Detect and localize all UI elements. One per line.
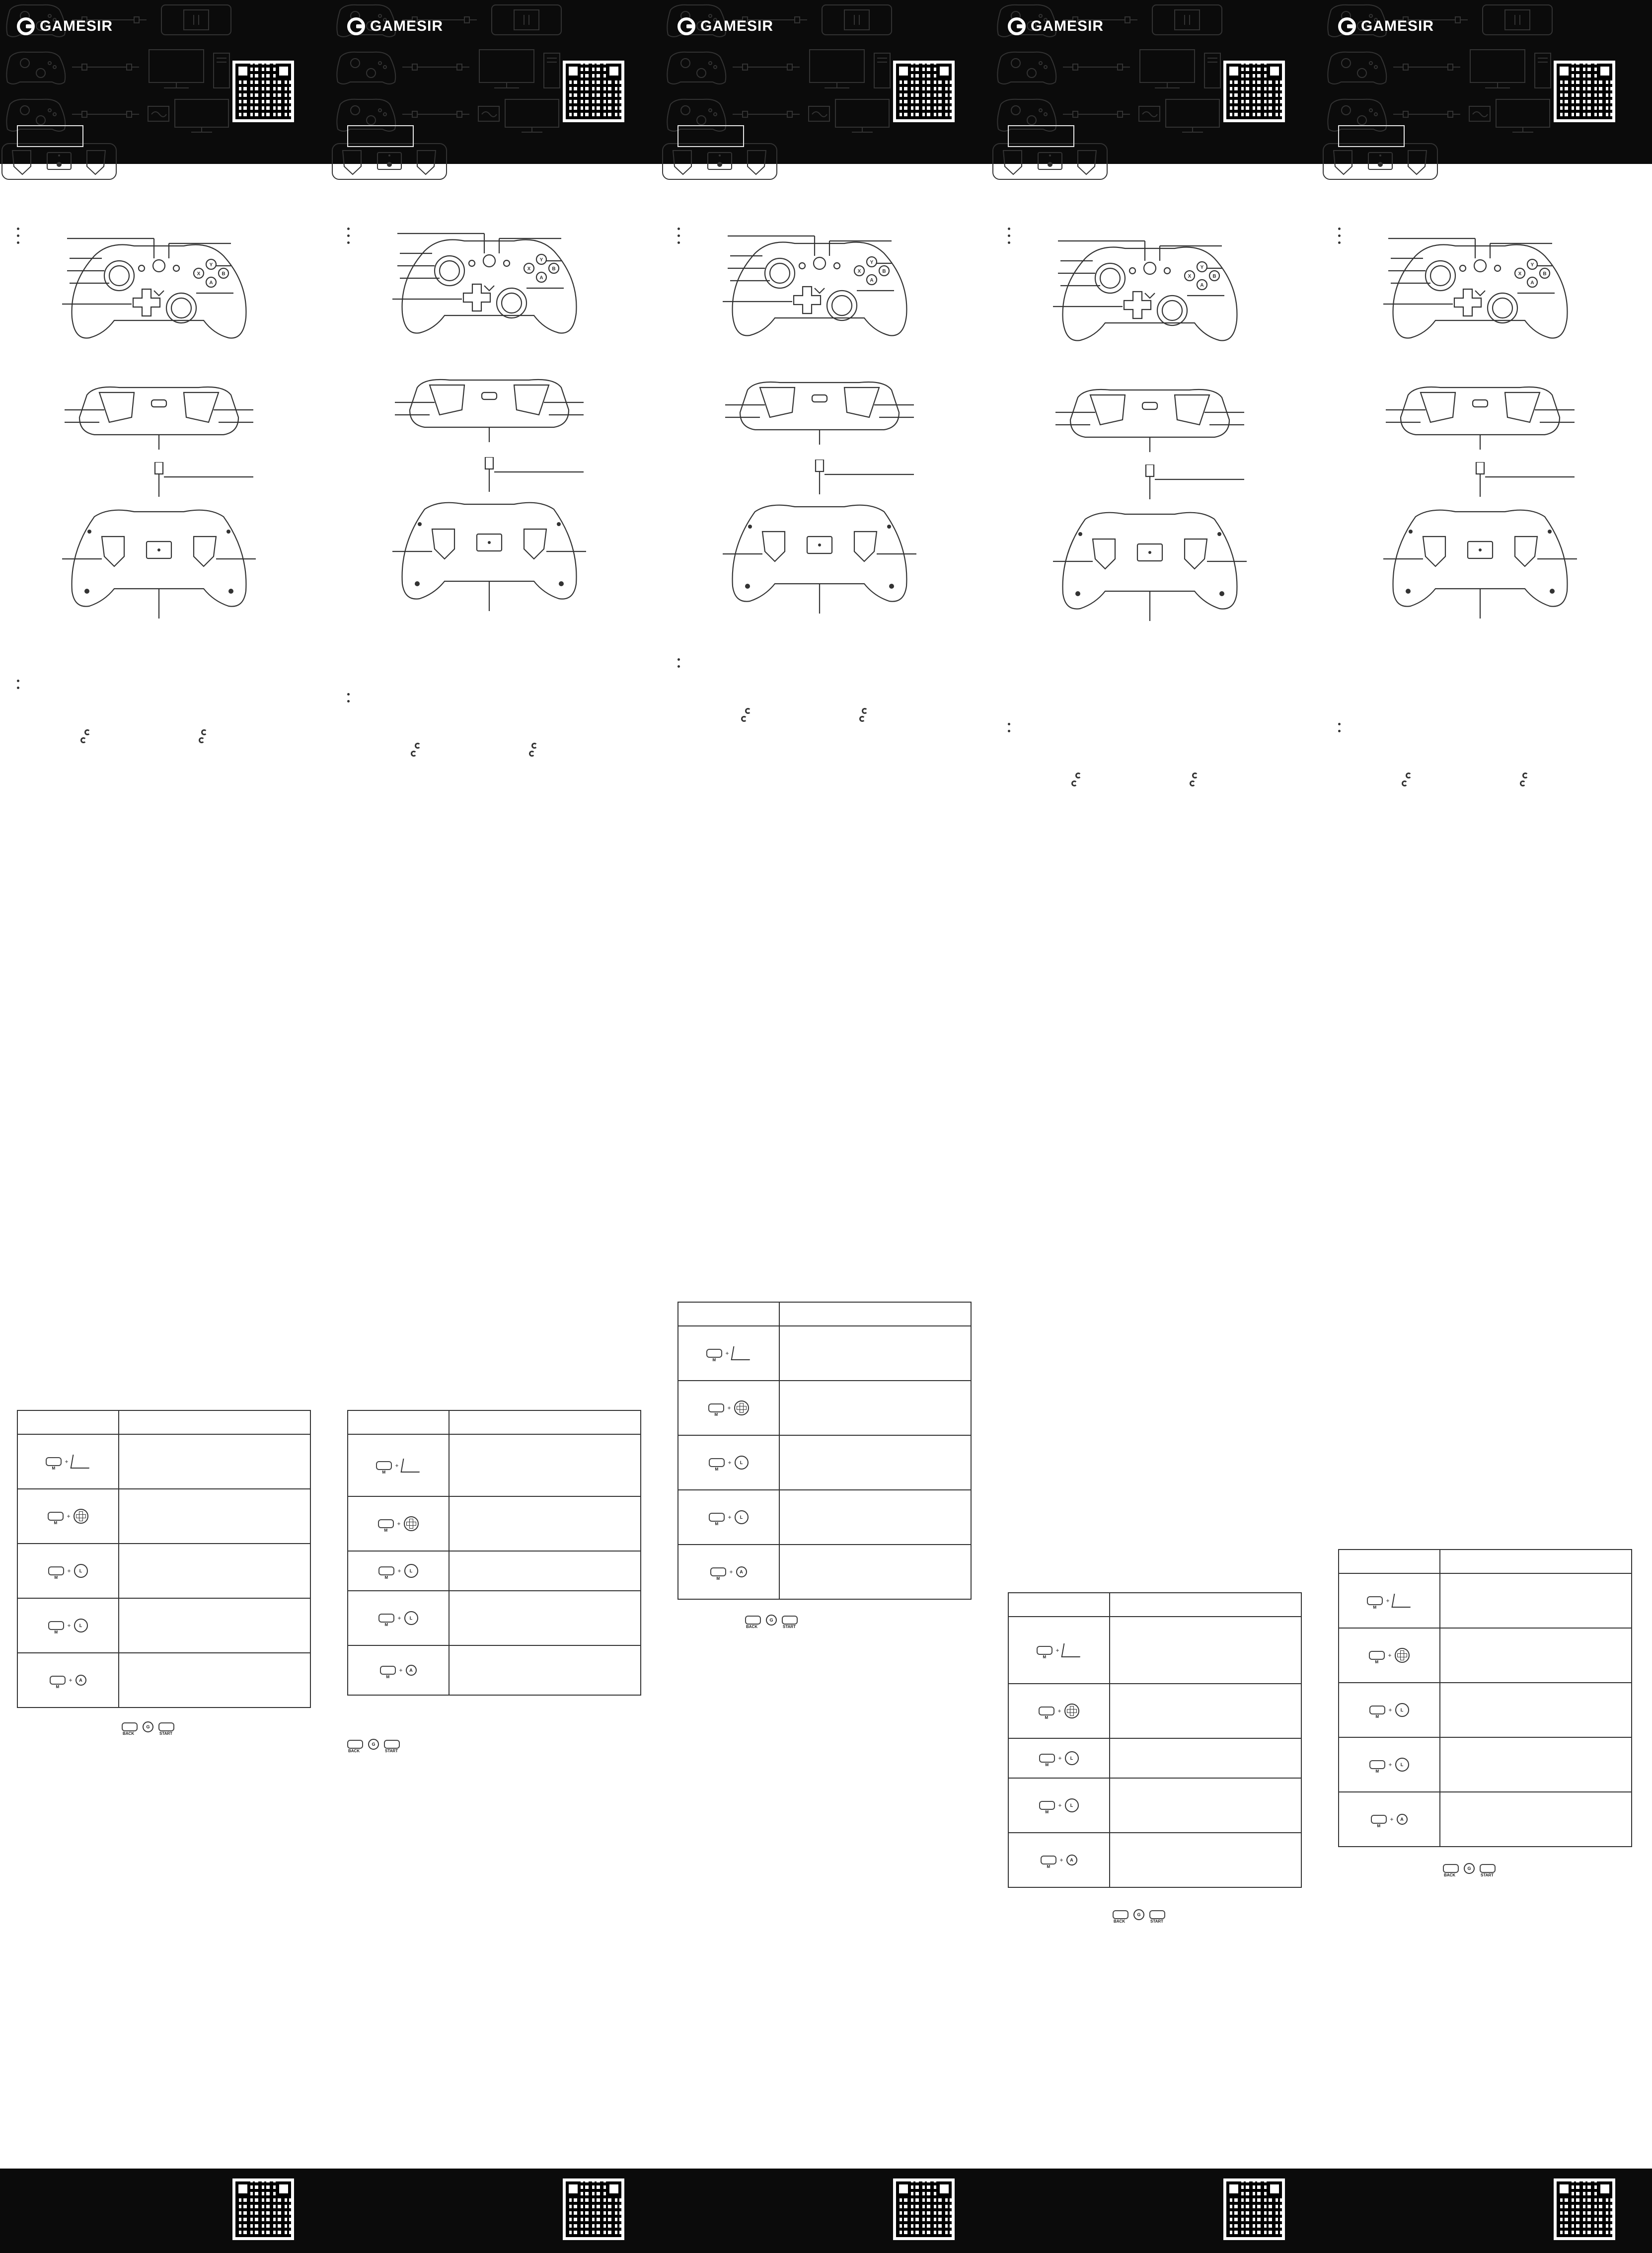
left-stick-icon: L xyxy=(1395,1703,1409,1717)
back-paddle-tray xyxy=(661,142,780,181)
plus-sign: + xyxy=(399,1667,403,1674)
home-button-icon: G xyxy=(143,1721,153,1732)
brand-logo xyxy=(1008,15,1104,38)
table-cell-combo xyxy=(17,1598,119,1653)
language-tag[interactable] xyxy=(347,125,414,147)
qr-code-icon[interactable] xyxy=(232,2178,294,2240)
usb-cable-icon xyxy=(20,462,298,502)
usb-cable-icon xyxy=(1341,462,1619,502)
b-label: B xyxy=(222,271,225,277)
m-button-icon: M xyxy=(46,1457,62,1466)
left-stick-icon: L xyxy=(735,1456,749,1470)
back-paddle-icon xyxy=(1061,1643,1082,1657)
home-button-icon xyxy=(1402,780,1408,786)
controller-back-icon xyxy=(680,497,959,626)
dpad-icon xyxy=(1064,1704,1079,1718)
table-header-combo xyxy=(678,1302,779,1326)
a-button-icon: A xyxy=(736,1566,747,1577)
home-button-icon xyxy=(411,751,417,757)
m-button-icon: M xyxy=(1371,1815,1387,1824)
m-button-icon: M xyxy=(710,1567,726,1576)
controller-front-icon xyxy=(1341,219,1619,368)
dpad-icon xyxy=(1395,1648,1410,1663)
table-cell-function xyxy=(119,1544,310,1598)
plus-sign: + xyxy=(1058,1755,1062,1762)
plus-sign: + xyxy=(65,1458,69,1465)
start-button-icon: START xyxy=(384,1740,400,1749)
home-button-icon: G xyxy=(1133,1909,1144,1920)
table-cell-combo xyxy=(1008,1738,1110,1778)
controller-top-icon xyxy=(350,368,628,442)
back-paddle-icon xyxy=(1391,1594,1413,1608)
home-button-icon xyxy=(201,729,207,735)
pc-connection-diagram xyxy=(1321,47,1560,92)
table-header-function xyxy=(1110,1593,1301,1617)
reset-combo xyxy=(1113,1909,1165,1924)
table-cell-combo xyxy=(348,1591,449,1645)
b-label: B xyxy=(552,266,556,272)
left-stick-icon: L xyxy=(1395,1758,1409,1772)
gamesir-logo-icon xyxy=(1008,17,1026,35)
manual-column xyxy=(661,0,991,2253)
left-stick-icon: L xyxy=(1065,1751,1079,1765)
m-button-icon: M xyxy=(50,1676,66,1685)
section-marker xyxy=(1008,723,1011,737)
plus-sign: + xyxy=(69,1677,73,1684)
home-button-icon xyxy=(84,729,90,735)
controller-top-icon xyxy=(1011,378,1289,452)
table-header-function xyxy=(1440,1550,1632,1573)
button-combo-table xyxy=(347,1410,641,1696)
language-tag[interactable] xyxy=(1008,125,1074,147)
table-cell-function xyxy=(449,1591,641,1645)
table-cell-combo xyxy=(17,1544,119,1598)
controller-front-icon xyxy=(680,216,959,365)
table-cell-function xyxy=(449,1496,641,1551)
manual-column xyxy=(0,0,330,2253)
table-cell-function xyxy=(119,1489,310,1544)
brand-logo xyxy=(347,15,443,38)
m-button-icon: M xyxy=(380,1666,396,1675)
plus-sign: + xyxy=(728,1514,732,1521)
language-tag[interactable] xyxy=(677,125,744,147)
usb-cable-icon xyxy=(1011,465,1289,504)
a-label: A xyxy=(1530,280,1534,286)
home-button-icon xyxy=(1406,773,1412,778)
gamesir-logo-icon xyxy=(17,17,35,35)
x-label: X xyxy=(1518,271,1522,277)
home-button-icon xyxy=(531,743,537,749)
reset-combo xyxy=(347,1739,400,1753)
controller-back-icon xyxy=(20,502,298,631)
table-cell-combo xyxy=(1008,1778,1110,1833)
m-button-icon: M xyxy=(1039,1754,1055,1763)
m-button-icon: M xyxy=(1369,1651,1385,1660)
pc-connection-diagram xyxy=(661,47,899,92)
table-cell-function xyxy=(1440,1792,1632,1847)
table-header-function xyxy=(119,1410,310,1434)
usb-cable-icon xyxy=(350,457,628,497)
home-button-icon xyxy=(1192,773,1198,778)
b-label: B xyxy=(882,269,886,274)
table-cell-combo xyxy=(678,1490,779,1545)
table-cell-function xyxy=(1110,1833,1301,1887)
controller-back-icon xyxy=(1341,502,1619,631)
back-button-icon: BACK xyxy=(745,1616,761,1625)
gamesir-logo-icon xyxy=(347,17,365,35)
table-cell-combo xyxy=(348,1551,449,1591)
plus-sign: + xyxy=(1059,1857,1063,1864)
back-paddle-tray xyxy=(1321,142,1440,181)
table-header-combo xyxy=(1339,1550,1440,1573)
brand-logo xyxy=(677,15,773,38)
back-paddle-tray xyxy=(991,142,1110,181)
x-label: X xyxy=(1188,274,1192,279)
start-button-icon: START xyxy=(782,1616,798,1625)
manual-column xyxy=(991,0,1321,2253)
left-stick-icon: L xyxy=(735,1510,749,1524)
b-label: B xyxy=(1212,274,1216,279)
plus-sign: + xyxy=(1055,1646,1059,1654)
table-cell-combo xyxy=(348,1645,449,1695)
plus-sign: + xyxy=(1058,1802,1062,1809)
home-button-icon xyxy=(859,716,865,722)
dpad-icon xyxy=(74,1509,88,1524)
m-button-icon: M xyxy=(378,1566,394,1575)
button-combo-table xyxy=(1008,1592,1302,1888)
back-paddle-tray xyxy=(0,142,119,181)
controller-top-icon xyxy=(1341,375,1619,450)
table-cell-combo xyxy=(1008,1833,1110,1887)
table-cell-combo xyxy=(17,1653,119,1708)
table-cell-function xyxy=(449,1551,641,1591)
dpad-icon xyxy=(734,1400,749,1415)
a-label: A xyxy=(209,280,213,286)
plus-sign: + xyxy=(67,1513,71,1520)
m-button-icon: M xyxy=(708,1403,724,1412)
home-button-icon xyxy=(741,716,747,722)
plus-sign: + xyxy=(67,1622,71,1629)
table-header-combo xyxy=(1008,1593,1110,1617)
plus-sign: + xyxy=(67,1567,71,1574)
usb-cable-icon xyxy=(680,460,959,499)
table-cell-function xyxy=(1110,1778,1301,1833)
home-button-icon xyxy=(1190,780,1196,786)
pc-connection-diagram xyxy=(330,47,569,92)
back-button-icon: BACK xyxy=(1113,1910,1128,1919)
table-cell-combo xyxy=(17,1434,119,1489)
home-button-icon: G xyxy=(766,1615,777,1626)
pc-connection-diagram xyxy=(991,47,1229,92)
table-cell-function xyxy=(1440,1628,1632,1683)
m-button-icon: M xyxy=(378,1519,394,1528)
plus-sign: + xyxy=(1386,1597,1390,1604)
b-label: B xyxy=(1543,271,1547,277)
qr-code-icon[interactable] xyxy=(232,61,294,122)
gamesir-logo-icon xyxy=(1338,17,1356,35)
plus-sign: + xyxy=(397,1615,401,1622)
controller-top-icon xyxy=(20,375,298,450)
table-cell-function xyxy=(779,1545,971,1599)
brand-name: GAMESIR xyxy=(1361,18,1434,34)
plus-sign: + xyxy=(1390,1816,1394,1823)
x-label: X xyxy=(197,271,201,277)
plus-sign: + xyxy=(397,1567,401,1574)
table-cell-combo xyxy=(678,1435,779,1490)
table-cell-combo xyxy=(1339,1683,1440,1737)
m-button-icon: M xyxy=(376,1461,392,1470)
section-marker xyxy=(17,680,20,694)
table-cell-function xyxy=(1440,1737,1632,1792)
plus-sign: + xyxy=(1388,1707,1392,1713)
a-button-icon: A xyxy=(1397,1814,1408,1825)
m-button-icon: M xyxy=(1367,1596,1383,1605)
m-button-icon: M xyxy=(48,1566,64,1575)
back-button-icon: BACK xyxy=(347,1740,363,1749)
table-cell-combo xyxy=(1339,1628,1440,1683)
home-button-icon: G xyxy=(368,1739,379,1750)
controller-front-icon xyxy=(350,214,628,363)
table-header-function xyxy=(449,1410,641,1434)
brand-name: GAMESIR xyxy=(370,18,444,34)
table-cell-function xyxy=(1440,1573,1632,1628)
home-button-icon: G xyxy=(1464,1863,1475,1874)
y-label: Y xyxy=(1530,262,1534,268)
controller-front-icon xyxy=(1011,221,1289,370)
home-button-icon xyxy=(1520,780,1526,786)
table-cell-combo xyxy=(1339,1792,1440,1847)
y-label: Y xyxy=(539,257,543,263)
table-cell-combo xyxy=(678,1545,779,1599)
home-button-icon xyxy=(529,751,535,757)
y-label: Y xyxy=(209,262,213,268)
table-header-combo xyxy=(17,1410,119,1434)
section-marker xyxy=(1338,723,1341,737)
m-button-icon: M xyxy=(709,1458,725,1467)
m-button-icon: M xyxy=(1369,1706,1385,1714)
table-cell-function xyxy=(1110,1738,1301,1778)
plus-sign: + xyxy=(728,1459,732,1466)
section-marker xyxy=(347,693,350,707)
start-button-icon: START xyxy=(158,1722,174,1731)
plus-sign: + xyxy=(725,1350,729,1357)
table-cell-combo xyxy=(1339,1737,1440,1792)
pc-connection-diagram xyxy=(0,47,238,92)
table-cell-combo xyxy=(348,1434,449,1496)
home-button-icon xyxy=(1522,773,1528,778)
left-stick-icon: L xyxy=(74,1619,88,1632)
plus-sign: + xyxy=(727,1404,731,1411)
section-marker xyxy=(677,658,680,672)
controller-front-icon xyxy=(20,219,298,368)
brand-logo xyxy=(17,15,113,38)
table-cell-combo xyxy=(348,1496,449,1551)
x-label: X xyxy=(527,266,531,272)
start-button-icon: START xyxy=(1480,1864,1496,1873)
table-cell-combo xyxy=(1008,1617,1110,1684)
qr-code-icon[interactable] xyxy=(563,2178,624,2240)
back-paddle-tray xyxy=(330,142,450,181)
qr-code-icon[interactable] xyxy=(1223,61,1285,122)
m-button-icon: M xyxy=(706,1349,722,1358)
qr-code-icon[interactable] xyxy=(1554,2178,1615,2240)
left-stick-icon: L xyxy=(404,1564,418,1578)
gamesir-logo-icon xyxy=(677,17,695,35)
table-cell-function xyxy=(1110,1617,1301,1684)
button-combo-table xyxy=(677,1302,972,1600)
reset-combo xyxy=(122,1721,174,1736)
m-button-icon: M xyxy=(1369,1760,1385,1769)
back-paddle-icon xyxy=(400,1459,422,1473)
controller-top-icon xyxy=(680,370,959,445)
x-label: X xyxy=(857,269,861,274)
table-cell-combo xyxy=(17,1489,119,1544)
m-button-icon: M xyxy=(709,1513,725,1522)
plus-sign: + xyxy=(1388,1652,1392,1659)
table-cell-function xyxy=(779,1326,971,1381)
table-cell-combo xyxy=(1008,1684,1110,1738)
qr-code-icon[interactable] xyxy=(893,2178,955,2240)
plus-sign: + xyxy=(397,1520,401,1527)
m-button-icon: M xyxy=(378,1614,394,1623)
a-button-icon: A xyxy=(1066,1855,1077,1865)
home-button-icon xyxy=(745,708,751,714)
table-cell-function xyxy=(779,1490,971,1545)
table-cell-combo xyxy=(1339,1573,1440,1628)
table-cell-function xyxy=(119,1653,310,1708)
dpad-icon xyxy=(404,1516,419,1531)
controller-back-icon xyxy=(350,494,628,623)
table-header-combo xyxy=(348,1410,449,1434)
m-button-icon: M xyxy=(1041,1856,1056,1865)
a-label: A xyxy=(539,275,543,281)
language-tag[interactable] xyxy=(1338,125,1405,147)
button-combo-table xyxy=(17,1410,311,1708)
table-cell-function xyxy=(119,1434,310,1489)
left-stick-icon: L xyxy=(1065,1798,1079,1812)
m-button-icon: M xyxy=(48,1512,64,1521)
brand-logo xyxy=(1338,15,1434,38)
qr-code-icon[interactable] xyxy=(563,61,624,122)
a-button-icon: A xyxy=(75,1675,86,1686)
y-label: Y xyxy=(1200,265,1204,270)
home-button-icon xyxy=(1071,780,1077,786)
brand-name: GAMESIR xyxy=(1031,18,1104,34)
a-label: A xyxy=(1200,283,1204,288)
back-button-icon: BACK xyxy=(122,1722,138,1731)
table-cell-function xyxy=(1110,1684,1301,1738)
back-paddle-icon xyxy=(731,1346,752,1360)
left-stick-icon: L xyxy=(74,1564,88,1578)
brand-name: GAMESIR xyxy=(40,18,113,34)
m-button-icon: M xyxy=(1039,1707,1054,1715)
controller-back-icon xyxy=(1011,504,1289,633)
home-button-icon xyxy=(80,737,86,743)
m-button-icon: M xyxy=(1039,1801,1055,1810)
qr-code-icon[interactable] xyxy=(1223,2178,1285,2240)
plus-sign: + xyxy=(395,1462,399,1469)
qr-code-icon[interactable] xyxy=(1554,61,1615,122)
home-button-icon xyxy=(1075,773,1081,778)
table-cell-function xyxy=(449,1645,641,1695)
table-cell-function xyxy=(779,1435,971,1490)
table-cell-combo xyxy=(678,1381,779,1435)
qr-code-icon[interactable] xyxy=(893,61,955,122)
m-button-icon: M xyxy=(48,1621,64,1630)
plus-sign: + xyxy=(1388,1761,1392,1768)
home-button-icon xyxy=(415,743,421,749)
left-stick-icon: L xyxy=(404,1611,418,1625)
y-label: Y xyxy=(870,260,874,265)
back-paddle-icon xyxy=(70,1455,91,1469)
table-cell-function xyxy=(119,1598,310,1653)
home-button-icon xyxy=(862,708,868,714)
a-label: A xyxy=(870,278,874,283)
m-button-icon: M xyxy=(1037,1646,1052,1655)
plus-sign: + xyxy=(729,1568,733,1575)
manual-column xyxy=(1321,0,1652,2253)
table-cell-function xyxy=(1440,1683,1632,1737)
a-button-icon: A xyxy=(406,1665,417,1676)
home-button-icon xyxy=(199,737,205,743)
table-header-function xyxy=(779,1302,971,1326)
reset-combo xyxy=(745,1615,798,1629)
table-cell-function xyxy=(449,1434,641,1496)
back-button-icon: BACK xyxy=(1443,1864,1459,1873)
language-tag[interactable] xyxy=(17,125,83,147)
button-combo-table xyxy=(1338,1549,1632,1847)
table-cell-function xyxy=(779,1381,971,1435)
manual-column xyxy=(330,0,661,2253)
brand-name: GAMESIR xyxy=(700,18,774,34)
plus-sign: + xyxy=(1057,1708,1061,1714)
start-button-icon: START xyxy=(1149,1910,1165,1919)
table-cell-combo xyxy=(678,1326,779,1381)
reset-combo xyxy=(1443,1863,1496,1877)
